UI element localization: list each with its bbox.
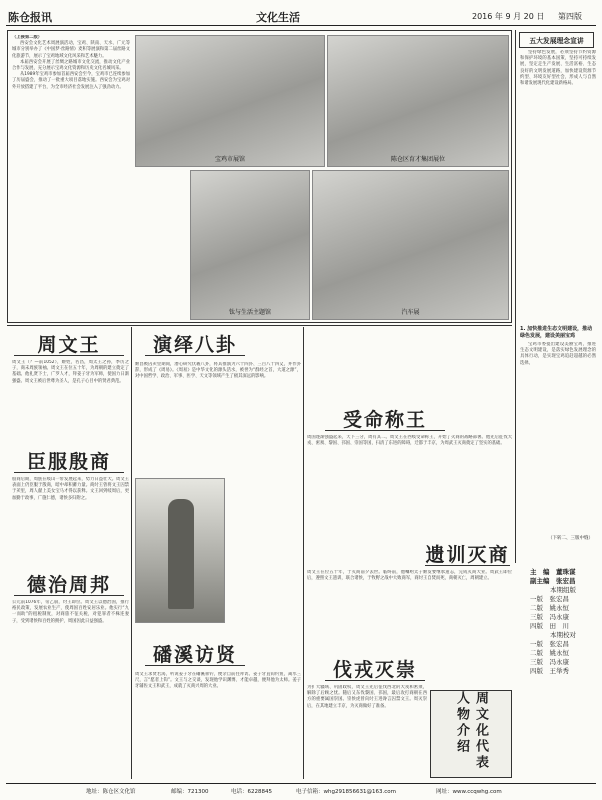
story-text-shouming: 周国逐渐强盛起来，天下三分，周有其二。周文王在西岐受命称王，开始了灭商的战略部署。他先后征伐犬戎、密须、黎国、邘国、崇国等国，扫清了东进的障碍，迁都于丰京，为周武王灭商奠定了坚实的基础。 — [307, 435, 512, 447]
section-title: 文化生活 — [256, 11, 300, 24]
footer-postcode: 邮编：721300 — [171, 789, 209, 795]
layout-title: 本期组版 — [550, 586, 576, 594]
paragraph: 本届西安会开展了丝绸之路城市文化交流，推动文化产业合作与发展，充分展示宝鸡文化资源和历史文化名城风采。 — [12, 59, 130, 72]
page-header — [6, 6, 596, 26]
story-text-yanyi-cont — [228, 478, 301, 623]
story-title-panxi: 磻溪访贤 — [145, 640, 245, 666]
layout-editor: 四版 田 川 — [530, 622, 569, 630]
footer-website: 网址：www.ccqwhg.com — [436, 789, 502, 795]
layout-editor: 一版 张宏昌 — [530, 595, 569, 603]
proofreader: 三版 冯永康 — [530, 658, 569, 666]
statue-figure — [168, 499, 194, 609]
proofreader: 四版 王举秀 — [530, 667, 569, 675]
footer-phone: 电话：6228845 — [231, 789, 272, 795]
continuation-note: （上接第二版） — [12, 35, 43, 40]
photo-baoji-pavilion — [135, 35, 325, 167]
proofreader: 一版 张宏昌 — [530, 640, 569, 648]
paragraph: 西安会文化艺术周展演活动，宝鸡、陕南、天水、广元等城市分别举办了《中国梦·丝路情》麦积等展演和第二届丝路文化旅游节，展示了宝鸡地域文化风采和艺术魅力。 — [12, 41, 130, 59]
column-text-upper — [520, 50, 596, 322]
issue-date: 2016 年 9 月 20 日 — [472, 12, 545, 21]
column-text-lower — [520, 342, 596, 532]
paragraph: 从1989年宝鸡市参加首届西安会至今，宝鸡市已连续参加了历届盛会，推动了一批重大项目落地实施。西安会为宝鸡对外开放搭建了平台，为全市经济社会发展注入了强劲动力。 — [12, 72, 130, 90]
paragraph: 坚持绿色发展，必须坚持节约资源和保护环境的基本国策，坚持可持续发展，坚定走生产发展、生活富裕、生态良好的文明发展道路，加快建设资源节约型、环境友好型社会，形成人与自然和谐发展现代化建设新格局。 — [520, 50, 596, 87]
story-text-yixun: 周文王在位五十年，于灭商前夕去世。临终前，他嘱咐太子姬发要继承遗志，完成灭商大业。周武王即位后，遵照文王遗训，联合诸侯，于牧野之战中大败商军，商纣王自焚而死，商朝灭亡，周朝建立。 — [307, 570, 512, 582]
story-title-yixun: 遗训灭商 — [425, 540, 510, 566]
photo-titanium-pavilion — [190, 170, 310, 320]
layout-editor: 二版 姚永恒 — [530, 604, 569, 612]
statue-photo — [135, 478, 225, 623]
proofreader: 二版 姚永恒 — [530, 649, 569, 657]
story-text-shouming-upper — [307, 330, 512, 402]
continued-note: （下转二、三版中缝） — [548, 536, 593, 541]
story-title-yanyi: 演绎八卦 — [145, 330, 245, 356]
chief-editor: 主 编 董珠谋 — [530, 568, 576, 576]
photo-yucai-booth — [327, 35, 509, 167]
footer-email: 电子信箱：whg291856631@163.com — [296, 789, 396, 795]
story-text-yanyi: 姬昌被囚羑里期间，潜心研究伏羲八卦，将其推演为六十四卦、三百八十四爻，并作卦辞，形成了《周易》。《周易》是中华文化的源头活水，被誉为“群经之首，大道之源”，对中国哲学、政治、军事、医学、天文等领域产生了极其深远的影响。 — [135, 362, 301, 380]
story-title-chenfu: 臣服殷商 — [14, 447, 124, 473]
story-title-faqin: 伐戎灭崇 — [325, 655, 425, 681]
story-title-shouming: 受命称王 — [325, 405, 445, 431]
layout-editor: 三版 冯永康 — [530, 613, 569, 621]
column-title: 五大发展理念宣讲 — [519, 32, 594, 48]
deputy-editor: 副主编 张宏昌 — [530, 577, 576, 585]
feature-banner — [430, 690, 512, 778]
page-number: 第四版 — [558, 12, 582, 21]
story-text-wenwang: 周文王（？—前1052），姬姓，名昌，周太王之孙，季历之子，商末周族领袖。周文王在位五十年，为周朝的建立奠定了基础。他礼贤下士，广罗人才，拜姜子牙为军师，使国力日渐强盛。周文王被后世尊为圣人，是孔子心目中的贤君典范。 — [12, 360, 129, 384]
editorial-credits — [530, 568, 596, 780]
footer-address: 地址：陈仓区文化馆 — [86, 789, 136, 795]
banner-text: 周文化代表人物介绍 — [454, 691, 488, 771]
photo-caption: 陈仓区育才集团展位 — [390, 156, 445, 163]
story-text-dezhi: 公元前1076年，帝乙崩，纣王即位。周文王以德治国，推行裕民政策，发展农业生产，使周国百姓安居乐业。他实行“九一而助”的租税制度，对商旅不征关税，对犯罪者不株连妻子，受到诸侯和百姓的拥护，周国因此日益强盛。 — [12, 600, 129, 624]
photo-caption: 钛与生活主题馆 — [228, 309, 271, 316]
right-column — [515, 30, 597, 563]
photo-caption: 宝鸡市展馆 — [214, 156, 245, 163]
paper-name: 陈仓报讯 — [8, 11, 52, 24]
paragraph: 宝鸡市委提出建设美丽宝鸡，推进生态文明建设，是落实绿色发展理念的具体行动，是实现宝鸡追赶超越的必然选择。 — [520, 342, 596, 366]
top-article-text — [12, 35, 130, 319]
divider — [131, 327, 132, 779]
story-text-panxi: 周文王求贤若渴，听说姜子牙在磻溪垂钓，便亲自前往拜访。姜子牙直钩钓鱼，离水三尺，言“愿者上钩”。文王与之交谈，发现他学识渊博、才能卓越，便拜他为太师。姜子牙辅佐文王和武王，成就了灭商兴周的大业。 — [135, 672, 301, 690]
divider — [303, 327, 304, 779]
proof-title: 本期校对 — [550, 631, 576, 639]
photo-auto-show — [312, 170, 509, 320]
page-footer — [6, 783, 596, 797]
photo-caption: 汽车展 — [401, 309, 420, 316]
story-text-chenfu: 殷商后期，周族在岐山一带发展起来，势力日益壮大。周文王表面上仍臣服于殷商，暗中却积蓄力量。商纣王曾将文王囚禁于羑里，周人献上美女宝马才得以获释。文王回到岐周后，更加勤于政事，广施仁德，诸侯多归附之。 — [12, 477, 129, 501]
story-title-dezhi: 德治周邦 — [14, 570, 124, 596]
story-title-wenwang: 周文王 — [14, 330, 124, 356]
story-text-faqin: 为扩大疆域、巩固政权，周文王先后征伐西北的犬戎和密须，解除了后顾之忧。随后又东伐黎国、邘国，最后攻打商朝在西方的重要属国崇国。崇侯虎曾向纣王进谗言囚禁文王。周灭崇后，在其地建立丰京，为灭商做好了准备。 — [307, 685, 427, 709]
column-subtitle: 1. 加快推进生态文明建设，推动绿色发展，建设美丽宝鸡 — [520, 326, 593, 339]
divider — [7, 325, 512, 326]
